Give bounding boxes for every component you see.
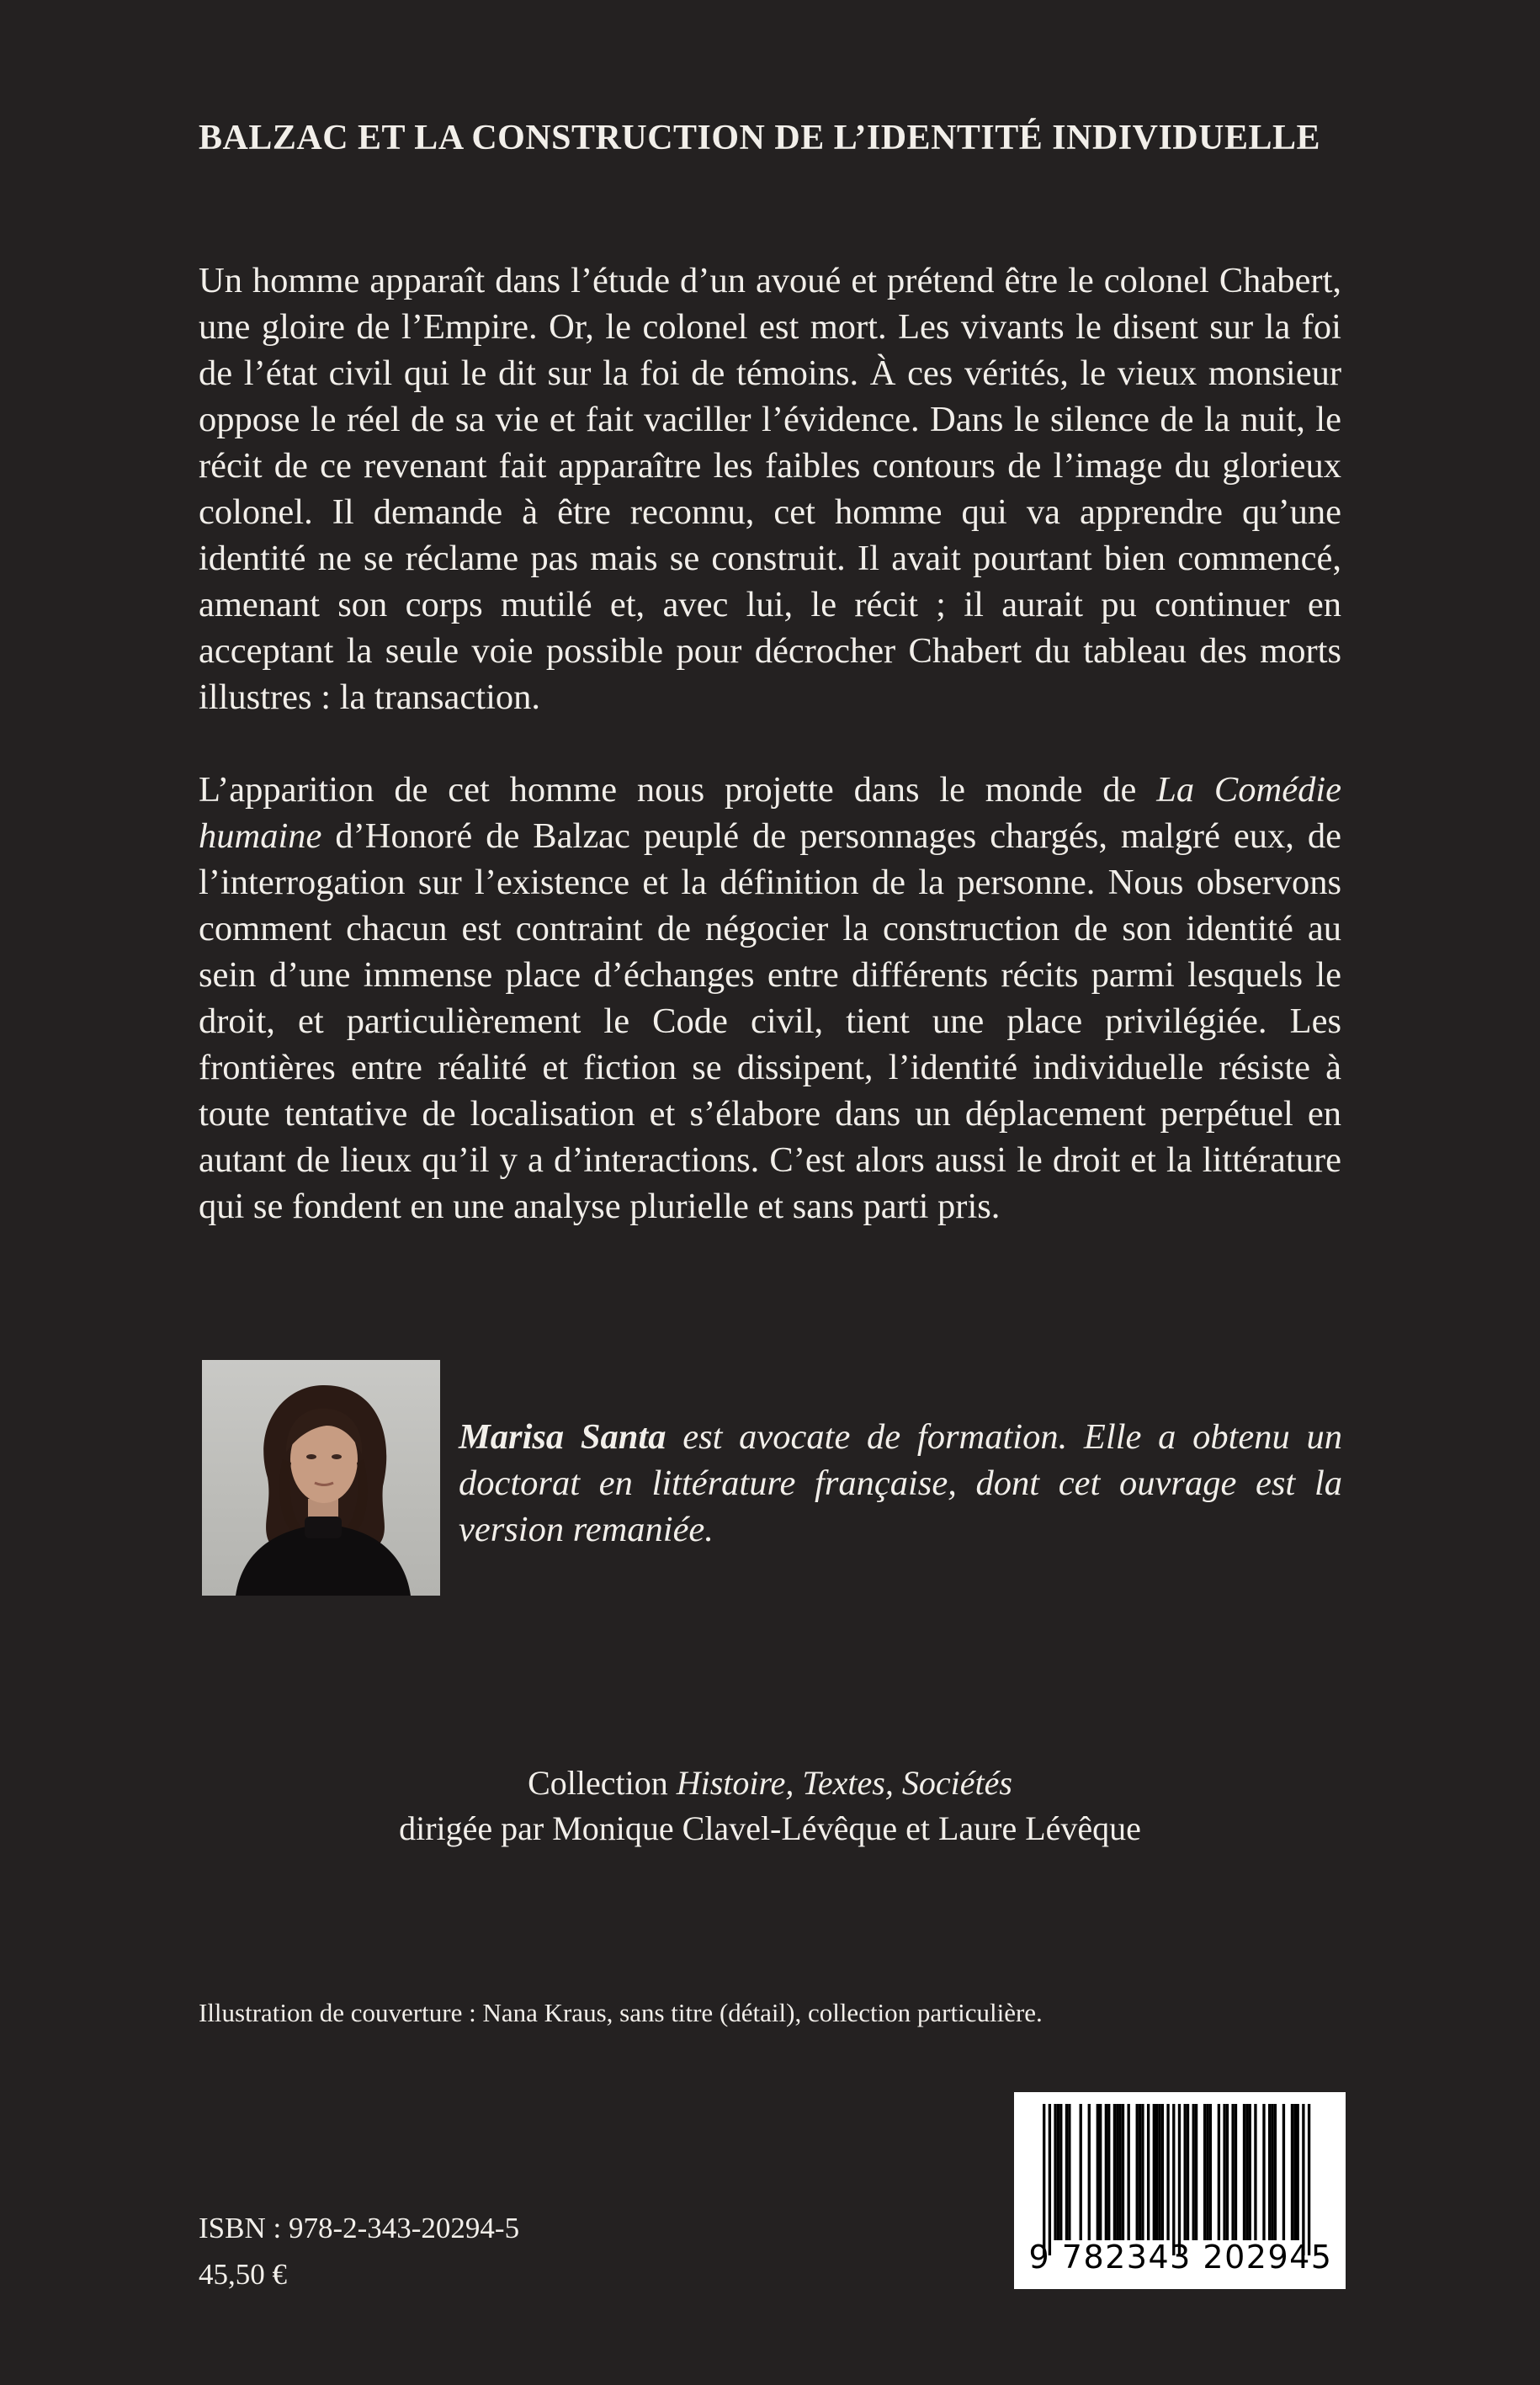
- barcode: [1014, 2092, 1346, 2289]
- barcode-bar: [1231, 2104, 1234, 2240]
- barcode-bar: [1268, 2104, 1271, 2240]
- barcode-bar: [1218, 2104, 1220, 2240]
- barcode-bar: [1243, 2104, 1245, 2240]
- barcode-bar: [1116, 2104, 1118, 2240]
- collection-directors: dirigée par Monique Clavel-Lévêque et Laure Lévêque: [399, 1809, 1141, 1847]
- barcode-bar: [1166, 2104, 1169, 2240]
- summary-paragraph-2: [199, 767, 1341, 1230]
- collection-line: [199, 1761, 1341, 1806]
- barcode-bar: [1226, 2104, 1229, 2240]
- author-portrait-illustration: [202, 1360, 440, 1596]
- paragraph-2-text-start: L’apparition de cet homme nous projette dans le monde de: [199, 770, 1157, 810]
- barcode-bar: [1057, 2104, 1059, 2240]
- work-title-italic: La Comédie humaine: [199, 770, 1341, 856]
- barcode-bar: [1209, 2104, 1212, 2240]
- barcode-bar: [1206, 2104, 1208, 2240]
- price: 45,50 €: [199, 2258, 287, 2291]
- book-title: BALZAC ET LA CONSTRUCTION DE L’IDENTITÉ INDIVIDUELLE: [199, 119, 1321, 157]
- barcode-bar: [1271, 2104, 1273, 2240]
- barcode-bar: [1153, 2104, 1155, 2240]
- barcode-bar: [1178, 2104, 1181, 2255]
- barcode-bar: [1254, 2104, 1256, 2240]
- barcode-bar: [1293, 2104, 1296, 2240]
- barcode-bar: [1113, 2104, 1116, 2240]
- barcode-bar: [1297, 2104, 1299, 2240]
- barcode-digits: 9 782343 202945: [1028, 2239, 1333, 2276]
- barcode-bar: [1122, 2104, 1124, 2240]
- author-bio: [459, 1414, 1342, 1553]
- author-photo: [202, 1360, 440, 1596]
- barcode-bar: [1262, 2104, 1265, 2240]
- barcode-bar: [1274, 2104, 1277, 2240]
- barcode-bar: [1195, 2104, 1197, 2240]
- barcode-bar: [1043, 2104, 1045, 2255]
- barcode-bar: [1302, 2104, 1304, 2255]
- barcode-bar: [1235, 2104, 1237, 2240]
- barcode-bar: [1136, 2104, 1139, 2240]
- barcode-bar: [1105, 2104, 1107, 2240]
- barcode-bar: [1049, 2104, 1051, 2255]
- barcode-bar: [1065, 2104, 1068, 2240]
- barcode-bar: [1161, 2104, 1164, 2240]
- author-bio-text: est avocate de formation. Elle a obtenu un doctorat en littérature française, dont cet ouvrage est la version remaniée.: [459, 1417, 1342, 1549]
- barcode-bar: [1192, 2104, 1195, 2240]
- barcode-bar: [1184, 2104, 1187, 2240]
- barcode-bar: [1245, 2104, 1248, 2240]
- barcode-bar: [1147, 2104, 1150, 2240]
- collection-info: [199, 1761, 1341, 1851]
- barcode-bar: [1158, 2104, 1160, 2240]
- barcode-bar: [1139, 2104, 1141, 2240]
- barcode-bar: [1099, 2104, 1102, 2240]
- barcode-bar: [1308, 2104, 1310, 2255]
- author-name: Marisa Santa: [459, 1417, 666, 1457]
- barcode-bar: [1249, 2104, 1251, 2240]
- cover-illustration-credit: Illustration de couverture : Nana Kraus, sans titre (détail), collection particulière.: [199, 1998, 1043, 2027]
- barcode-bar: [1282, 2104, 1285, 2240]
- paragraph-2-text-end: d’Honoré de Balzac peuplé de personnages chargés, malgré eux, de l’interrogation sur l’existence et la définition de la personne. Nous observons comment chacun est contraint de négocier la construction de son identité au sein d’une immense place d’échanges entre différents récits parmi lesquels le droit, et particulièrement le Code civil, tient une place privilégiée. Les frontières entre réalité et fiction se dissipent, l’identité individuelle résiste à toute tentative de localisation et s’élabore dans un déplacement perpétuel en autant de lieux qu’il y a d’interactions. C’est alors aussi le droit et la littérature qui se fondent en une analyse plurielle et sans parti pris.: [199, 816, 1341, 1226]
- barcode-bar: [1155, 2104, 1158, 2240]
- summary-paragraph-1: Un homme apparaît dans l’étude d’un avoué et prétend être le colonel Chabert, une gloire de l’Empire. Or, le colonel est mort. Les vivants le disent sur la foi de l’état civil qui le dit sur la foi de témoins. À ces vérités, le vieux monsieur oppose le réel de sa vie et fait vaciller l’évidence. Dans le silence de la nuit, le récit de ce revenant fait apparaître les faibles contours de l’image du glorieux colonel. Il demande à être reconnu, cet homme qui va apprendre qu’une identité ne se réclame pas mais se construit. Il avait pourtant bien commencé, amenant son corps mutilé et, avec lui, le récit ; il aurait pu continuer en acceptant la seule voie possible pour décrocher Chabert du tableau des morts illustres : la transaction.: [199, 261, 1341, 717]
- collection-prefix: Collection: [528, 1764, 677, 1802]
- barcode-bar: [1203, 2104, 1206, 2240]
- barcode-bar: [1080, 2104, 1082, 2240]
- barcode-bar: [1054, 2104, 1056, 2240]
- barcode-bar: [1128, 2104, 1130, 2240]
- barcode-bar: [1097, 2104, 1099, 2240]
- barcode-bar: [1223, 2104, 1225, 2240]
- barcode-bar: [1141, 2104, 1144, 2240]
- collection-name: Histoire, Textes, Sociétés: [676, 1764, 1012, 1802]
- barcode-bar: [1107, 2104, 1110, 2240]
- isbn: ISBN : 978-2-343-20294-5: [199, 2212, 520, 2244]
- barcode-bar: [1068, 2104, 1070, 2240]
- barcode-bar: [1088, 2104, 1091, 2240]
- barcode-bar: [1291, 2104, 1293, 2240]
- barcode-bar: [1172, 2104, 1175, 2255]
- barcode-bar: [1187, 2104, 1189, 2240]
- barcode-bar: [1118, 2104, 1121, 2240]
- barcode-bar: [1059, 2104, 1062, 2240]
